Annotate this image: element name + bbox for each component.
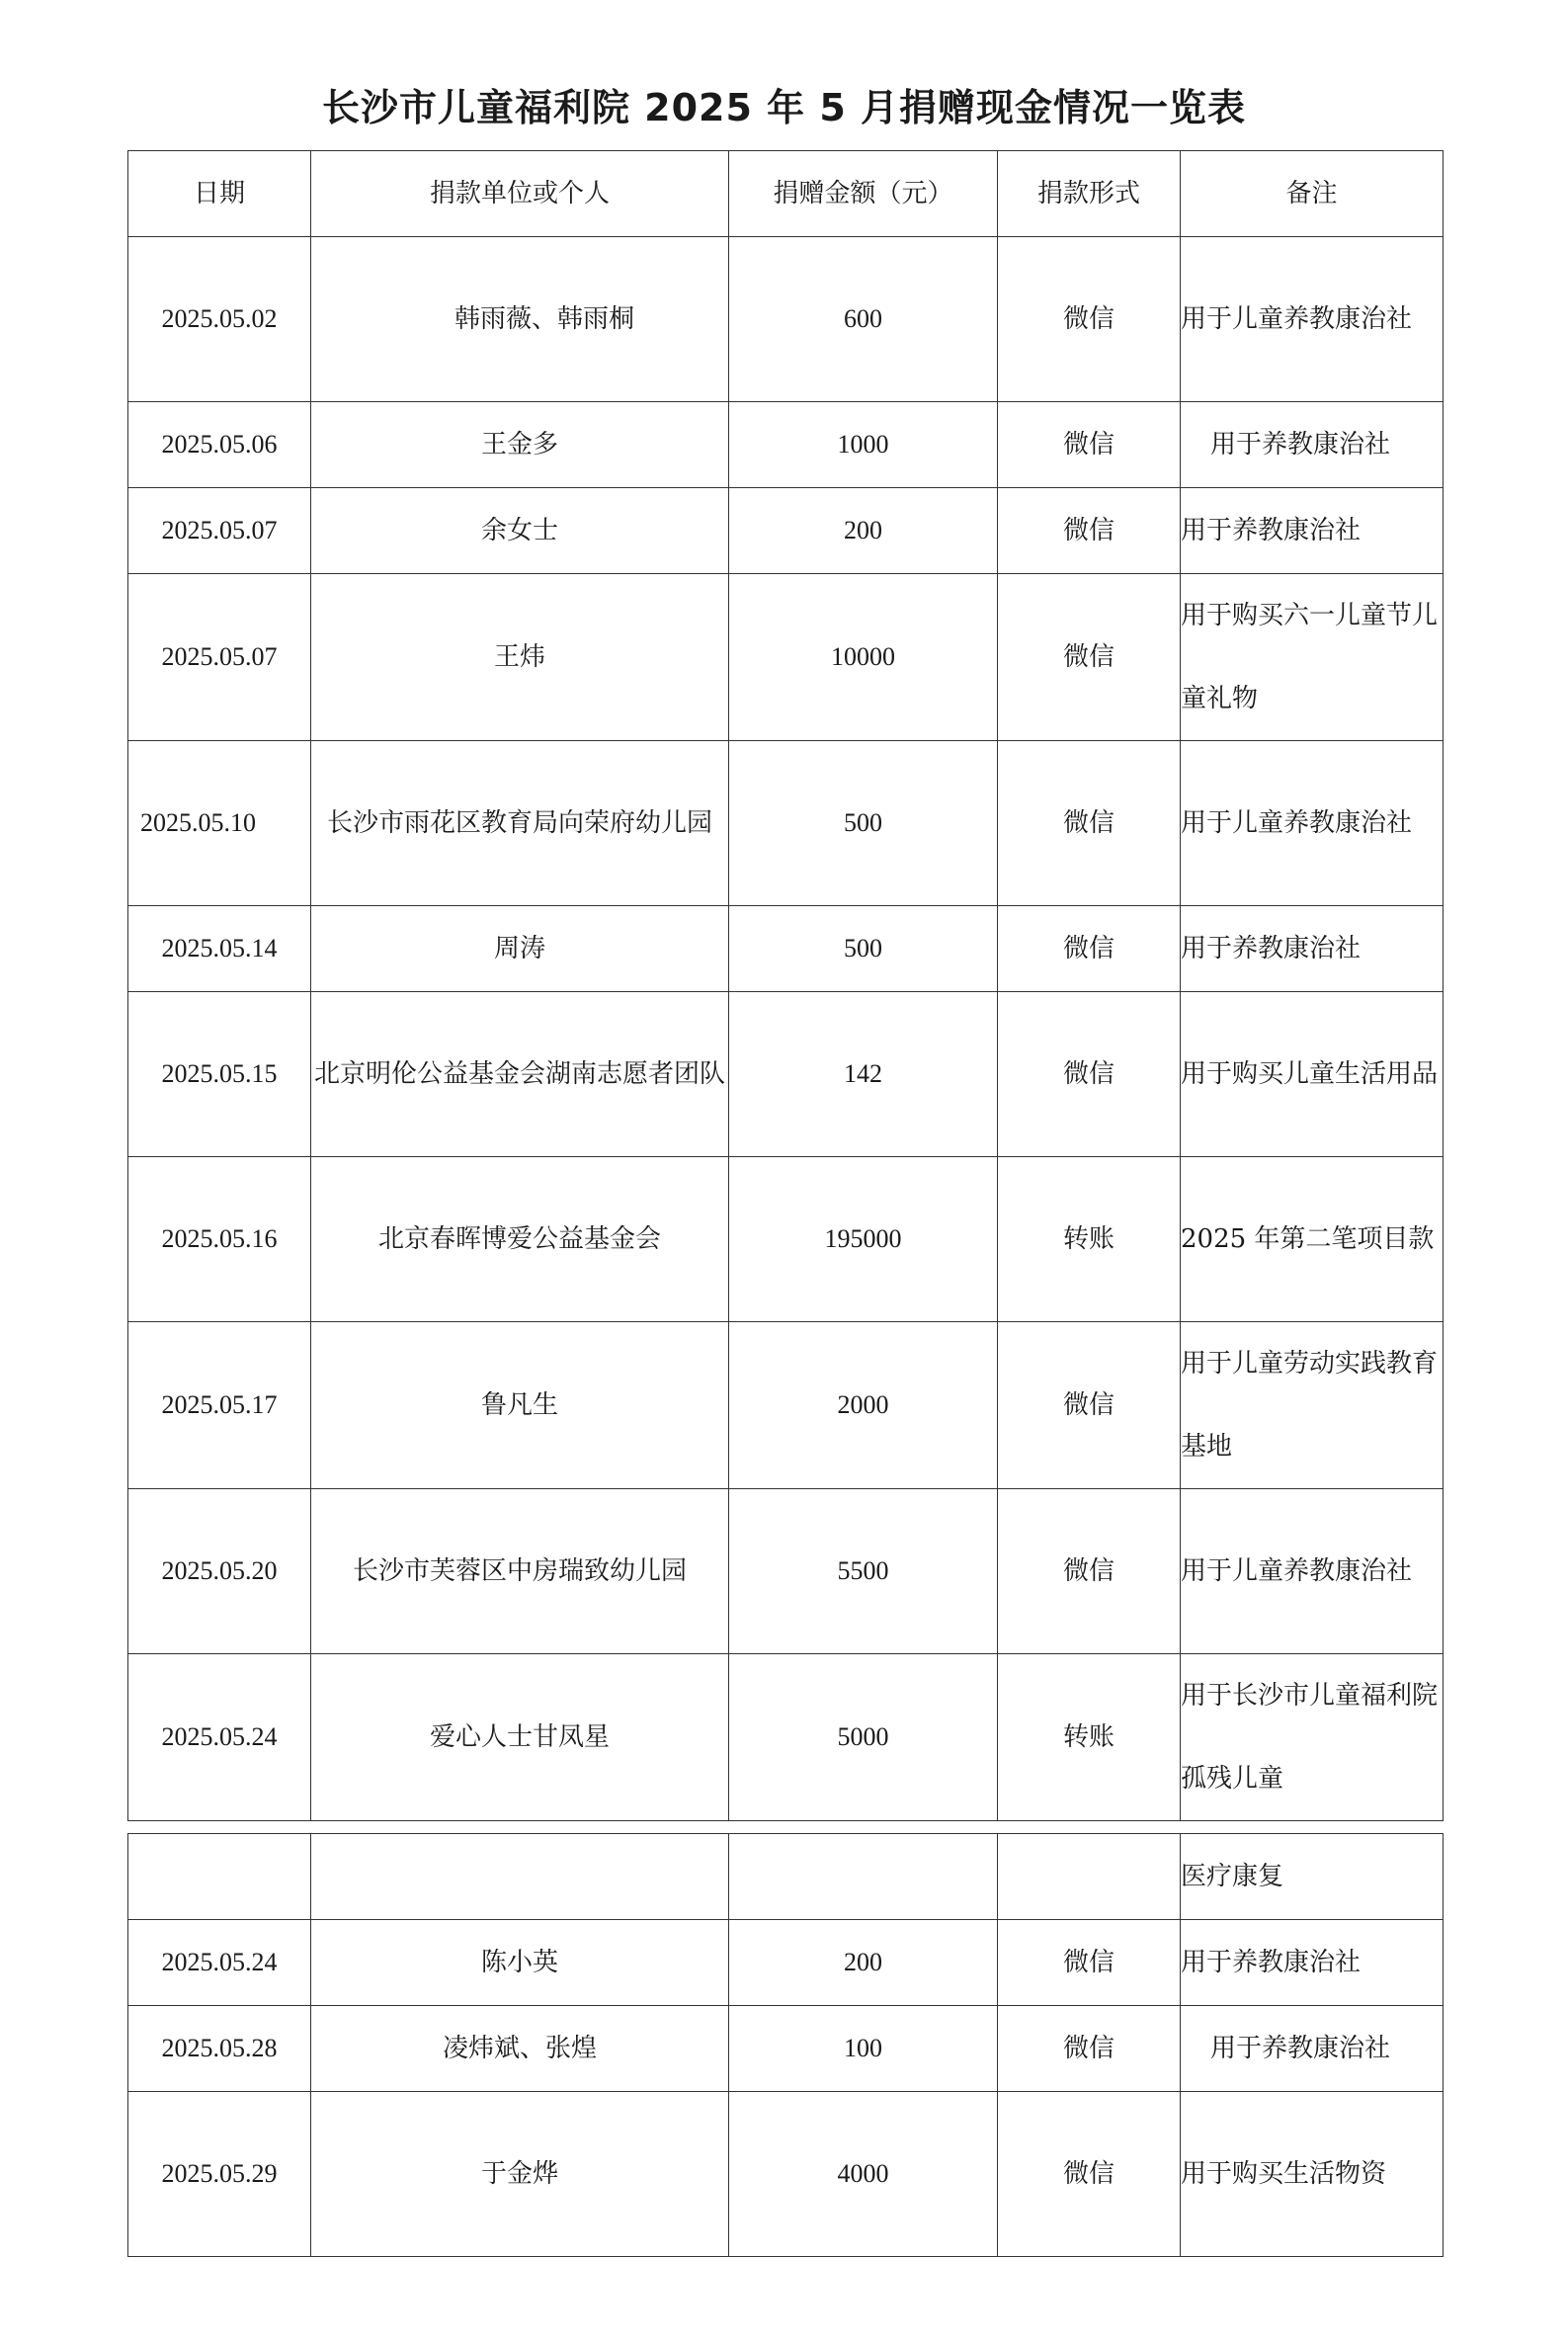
cell-amount: 500 [729, 906, 998, 992]
cell-amount: 1000 [729, 402, 998, 488]
cell-date: 2025.05.02 [128, 237, 311, 402]
cell-note: 用于养教康治社 [1181, 906, 1444, 992]
cell-note: 用于儿童养教康治社 [1181, 1489, 1444, 1654]
cell-amount: 2000 [729, 1322, 998, 1489]
cell-donor: 北京春晖博爱公益基金会 [311, 1157, 729, 1322]
table-row [128, 488, 1444, 574]
donation-table [127, 150, 1444, 1821]
cell-amount: 5500 [729, 1489, 998, 1654]
page-title: 长沙市儿童福利院 2025 年 5 月捐赠现金情况一览表 [321, 86, 1247, 129]
cell-donor: 陈小英 [311, 1920, 729, 2006]
cell-date: 2025.05.06 [128, 402, 311, 488]
cell-form: 微信 [998, 488, 1181, 574]
cell-amount: 200 [729, 488, 998, 574]
cell-donor: 长沙市雨花区教育局向荣府幼儿园 [311, 741, 729, 906]
cell-date: 2025.05.24 [128, 1654, 311, 1821]
cell-amount: 500 [729, 741, 998, 906]
table-row [128, 1322, 1444, 1489]
table-row [128, 2006, 1444, 2092]
cell-date: 2025.05.16 [128, 1157, 311, 1322]
cell-form: 微信 [998, 237, 1181, 402]
cell-note: 用于购买生活物资 [1181, 2092, 1444, 2257]
table-row [128, 1920, 1444, 2006]
cell-form: 转账 [998, 1654, 1181, 1821]
cell-date: 2025.05.15 [128, 992, 311, 1157]
cell-note: 用于儿童养教康治社 [1181, 741, 1444, 906]
cell-form: 微信 [998, 2006, 1181, 2092]
cell-note: 用于养教康治社 [1181, 402, 1444, 488]
table-row [128, 1489, 1444, 1654]
cell-note: 用于养教康治社 [1181, 2006, 1444, 2092]
cell-note: 用于养教康治社 [1181, 488, 1444, 574]
cell-date: 2025.05.10 [128, 741, 311, 906]
header-note: 备注 [1181, 151, 1444, 237]
cell-form: 微信 [998, 402, 1181, 488]
header-amount: 捐赠金额（元） [729, 151, 998, 237]
cell-date: 2025.05.17 [128, 1322, 311, 1489]
table-row [128, 402, 1444, 488]
cell-donor: 凌炜斌、张煌 [311, 2006, 729, 2092]
cell-note: 医疗康复 [1181, 1834, 1444, 1920]
cell-form: 微信 [998, 1322, 1181, 1489]
cell-donor: 长沙市芙蓉区中房瑞致幼儿园 [311, 1489, 729, 1654]
table-row [128, 906, 1444, 992]
cell-form-empty [998, 1834, 1181, 1920]
cell-amount: 195000 [729, 1157, 998, 1322]
cell-note: 用于儿童养教康治社 [1181, 237, 1444, 402]
header-date: 日期 [128, 151, 311, 237]
cell-form: 微信 [998, 2092, 1181, 2257]
cell-donor: 余女士 [311, 488, 729, 574]
cell-date: 2025.05.07 [128, 574, 311, 741]
cell-donor: 王金多 [311, 402, 729, 488]
cell-date: 2025.05.24 [128, 1920, 311, 2006]
cell-note: 用于儿童劳动实践教育基地 [1181, 1322, 1444, 1489]
cell-amount: 600 [729, 237, 998, 402]
table-row [128, 1157, 1444, 1322]
table-row [128, 574, 1444, 741]
table-row [128, 237, 1444, 402]
cell-form: 微信 [998, 574, 1181, 741]
cell-amount: 200 [729, 1920, 998, 2006]
cell-amount: 10000 [729, 574, 998, 741]
cell-date-empty [128, 1834, 311, 1920]
cell-note: 2025 年第二笔项目款 [1181, 1157, 1444, 1322]
cell-note: 用于购买儿童生活用品 [1181, 992, 1444, 1157]
cell-note: 用于长沙市儿童福利院孤残儿童 [1181, 1654, 1444, 1821]
table-row [128, 2092, 1444, 2257]
table-row [128, 992, 1444, 1157]
cell-date: 2025.05.20 [128, 1489, 311, 1654]
cell-amount: 100 [729, 2006, 998, 2092]
cell-note: 用于养教康治社 [1181, 1920, 1444, 2006]
cell-date: 2025.05.14 [128, 906, 311, 992]
cell-form: 微信 [998, 1489, 1181, 1654]
cell-date: 2025.05.07 [128, 488, 311, 574]
donation-table-continued [127, 1833, 1444, 2257]
cell-form: 微信 [998, 741, 1181, 906]
cell-form: 转账 [998, 1157, 1181, 1322]
cell-donor: 王炜 [311, 574, 729, 741]
cell-donor: 韩雨薇、韩雨桐 [311, 237, 729, 402]
table-row [128, 741, 1444, 906]
cell-donor: 爱心人士甘凤星 [311, 1654, 729, 1821]
cell-amount-empty [729, 1834, 998, 1920]
table-row-continuation [128, 1834, 1444, 1920]
cell-form: 微信 [998, 1920, 1181, 2006]
cell-form: 微信 [998, 992, 1181, 1157]
table-header-row [128, 151, 1444, 237]
cell-amount: 4000 [729, 2092, 998, 2257]
cell-donor-empty [311, 1834, 729, 1920]
header-form: 捐款形式 [998, 151, 1181, 237]
header-donor: 捐款单位或个人 [311, 151, 729, 237]
cell-amount: 142 [729, 992, 998, 1157]
cell-date: 2025.05.29 [128, 2092, 311, 2257]
cell-amount: 5000 [729, 1654, 998, 1821]
cell-donor: 鲁凡生 [311, 1322, 729, 1489]
cell-donor: 北京明伦公益基金会湖南志愿者团队 [311, 992, 729, 1157]
cell-donor: 于金烨 [311, 2092, 729, 2257]
cell-note: 用于购买六一儿童节儿童礼物 [1181, 574, 1444, 741]
cell-date: 2025.05.28 [128, 2006, 311, 2092]
cell-donor: 周涛 [311, 906, 729, 992]
cell-form: 微信 [998, 906, 1181, 992]
table-row [128, 1654, 1444, 1821]
